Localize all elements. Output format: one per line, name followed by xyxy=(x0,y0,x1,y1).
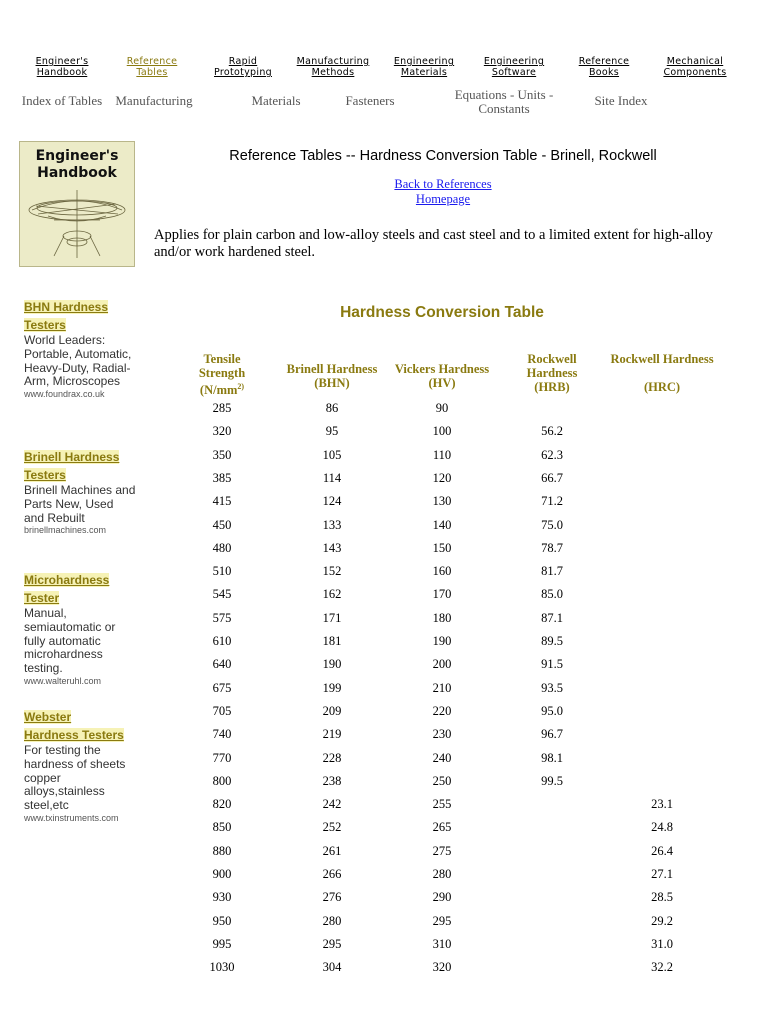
cell-vickers: 310 xyxy=(432,936,452,951)
cell-brinell: 181 xyxy=(322,634,342,648)
cell-brinell: 171 xyxy=(322,610,342,625)
subnav-fasteners[interactable]: Fasteners xyxy=(345,93,395,108)
header-rockwell-hrc: Rockwell Hardness (HRC) xyxy=(610,352,714,394)
nav-manufacturing-methods[interactable]: Manufacturing Methods xyxy=(296,56,370,78)
table-row xyxy=(0,424,768,447)
table-row xyxy=(0,611,768,634)
cell-tensile-strength: 880 xyxy=(212,843,232,858)
cell-rockwell-hrb: 66.7 xyxy=(541,470,563,485)
cell-tensile-strength: 545 xyxy=(212,587,232,602)
table-row xyxy=(0,494,768,517)
cell-tensile-strength: 350 xyxy=(212,447,232,462)
header-vickers-hardness: Vickers Hardness (HV) xyxy=(394,362,490,390)
cell-brinell: 95 xyxy=(325,424,339,439)
cell-tensile-strength: 640 xyxy=(212,657,232,672)
cell-rockwell-hrb: 75.0 xyxy=(541,517,563,532)
back-to-references-link[interactable]: Back to References xyxy=(394,177,492,191)
cell-vickers: 200 xyxy=(432,657,452,672)
nav-engineering-software[interactable]: Engineering Software xyxy=(483,56,545,78)
ad-description: For testing the hardness of sheets copper alloys,stainless steel,etc xyxy=(24,743,126,813)
ad-title[interactable]: Webster Hardness Testers xyxy=(24,710,124,742)
cell-brinell: 114 xyxy=(322,470,342,485)
table-row xyxy=(0,797,768,820)
intro-paragraph: Applies for plain carbon and low-alloy steels and cast steel and to a limited extent for high-alloy and/or work hardened steel. xyxy=(154,227,713,260)
cell-brinell: 105 xyxy=(322,447,342,462)
cell-vickers: 140 xyxy=(432,517,452,532)
cell-tensile-strength: 950 xyxy=(212,913,232,928)
table-row xyxy=(0,448,768,471)
table-row xyxy=(0,914,768,937)
cell-brinell: 143 xyxy=(322,540,342,555)
helicopter-sketch-icon xyxy=(24,186,130,262)
cell-tensile-strength: 385 xyxy=(212,470,232,485)
cell-brinell: 152 xyxy=(322,564,342,579)
table-row xyxy=(0,844,768,867)
header-rockwell-hrb: Rockwell Hardness (HRB) xyxy=(526,352,578,394)
cell-vickers: 110 xyxy=(432,447,452,462)
table-row xyxy=(0,401,768,424)
table-row xyxy=(0,890,768,913)
cell-brinell: 209 xyxy=(322,703,342,718)
subnav-equations-units-constants[interactable]: Equations - Units - Constants xyxy=(454,87,554,116)
cell-rockwell-hrb: 95.0 xyxy=(541,703,563,718)
cell-tensile-strength: 415 xyxy=(212,494,232,509)
table-title: Hardness Conversion Table xyxy=(340,304,544,321)
table-row xyxy=(0,867,768,890)
cell-tensile-strength: 800 xyxy=(212,773,232,788)
ad-url[interactable]: www.txinstruments.com xyxy=(24,812,119,823)
cell-rockwell-hrb: 99.5 xyxy=(541,773,563,788)
cell-rockwell-hrc: 29.2 xyxy=(651,913,673,928)
table-row xyxy=(0,937,768,960)
cell-tensile-strength: 930 xyxy=(212,890,232,905)
cell-brinell: 133 xyxy=(322,517,342,532)
cell-brinell: 190 xyxy=(322,657,342,672)
cell-tensile-strength: 1030 xyxy=(209,960,235,975)
cell-rockwell-hrb: 96.7 xyxy=(541,727,563,742)
table-row xyxy=(0,751,768,774)
cell-rockwell-hrb: 89.5 xyxy=(541,634,563,648)
table-row xyxy=(0,774,768,797)
cell-rockwell-hrb: 85.0 xyxy=(541,587,563,602)
subnav-index-of-tables[interactable]: Index of Tables xyxy=(21,93,103,108)
ad-bhn-hardness-testers[interactable] xyxy=(24,298,136,400)
cell-vickers: 320 xyxy=(432,960,452,975)
table-row xyxy=(0,471,768,494)
table-row xyxy=(0,681,768,704)
cell-brinell: 261 xyxy=(322,843,342,858)
cell-rockwell-hrb: 81.7 xyxy=(541,564,563,579)
cell-vickers: 290 xyxy=(432,890,452,905)
cell-tensile-strength: 450 xyxy=(212,517,232,532)
header-tensile-strength: Tensile Strength ($N/mm^{2)}$ xyxy=(198,352,246,398)
cell-tensile-strength: 820 xyxy=(212,797,232,812)
logo-text: Engineer's Handbook xyxy=(35,148,119,181)
cell-vickers: 160 xyxy=(432,564,452,579)
table-row xyxy=(0,727,768,750)
cell-vickers: 130 xyxy=(432,494,452,509)
nav-engineers-handbook[interactable]: Engineer's Handbook xyxy=(35,56,89,78)
ad-title[interactable]: BHN Hardness Testers xyxy=(24,300,109,332)
cell-brinell: 280 xyxy=(322,913,342,928)
header-brinell-hardness: Brinell Hardness (BHN) xyxy=(286,362,378,390)
cell-rockwell-hrc: 26.4 xyxy=(651,843,673,858)
cell-vickers: 255 xyxy=(432,797,452,812)
cell-rockwell-hrb: 78.7 xyxy=(541,540,563,555)
cell-rockwell-hrb: 71.2 xyxy=(541,494,563,509)
cell-tensile-strength: 575 xyxy=(212,610,232,625)
cell-tensile-strength: 740 xyxy=(212,727,232,742)
cell-brinell: 162 xyxy=(322,587,342,602)
ad-description: Brinell Machines and Parts New, Used and Rebuilt xyxy=(24,483,136,525)
cell-tensile-strength: 510 xyxy=(212,564,232,579)
subnav-site-index[interactable]: Site Index xyxy=(594,93,648,108)
cell-vickers: 295 xyxy=(432,913,452,928)
cell-vickers: 100 xyxy=(432,424,452,439)
ad-url[interactable]: brinellmachines.com xyxy=(24,525,107,536)
cell-rockwell-hrc: 24.8 xyxy=(651,820,673,835)
subnav-manufacturing[interactable]: Manufacturing xyxy=(115,93,193,108)
page-title: Reference Tables -- Hardness Conversion Table - Brinell, Rockwell xyxy=(229,148,657,164)
cell-rockwell-hrb: 87.1 xyxy=(541,610,563,625)
nav-reference-books[interactable]: Reference Books xyxy=(578,56,630,78)
nav-reference-tables[interactable]: Reference Tables xyxy=(126,56,178,78)
ad-description: Manual, semiautomatic or fully automatic microhardness testing. xyxy=(24,606,116,676)
ad-title[interactable]: Brinell Hardness Testers xyxy=(24,450,120,482)
nav-engineering-materials[interactable]: Engineering Materials xyxy=(393,56,455,78)
table-row xyxy=(0,820,768,843)
cell-vickers: 120 xyxy=(432,470,452,485)
page-links xyxy=(150,177,736,206)
cell-tensile-strength: 705 xyxy=(212,703,232,718)
cell-vickers: 280 xyxy=(432,867,452,881)
homepage-link[interactable]: Homepage xyxy=(415,191,471,206)
cell-vickers: 170 xyxy=(432,587,452,602)
cell-brinell: 238 xyxy=(322,773,342,788)
cell-vickers: 220 xyxy=(432,703,452,718)
ad-url[interactable]: www.walteruhl.com xyxy=(24,675,102,686)
engineers-handbook-logo[interactable] xyxy=(19,141,135,267)
nav-rapid-prototyping[interactable]: Rapid Prototyping xyxy=(214,56,272,78)
cell-rockwell-hrc: 32.2 xyxy=(651,960,673,975)
cell-brinell: 295 xyxy=(322,936,342,951)
cell-brinell: 266 xyxy=(322,867,342,881)
cell-brinell: 242 xyxy=(322,797,342,812)
cell-brinell: 304 xyxy=(322,960,342,975)
cell-vickers: 240 xyxy=(432,750,452,765)
table-row xyxy=(0,587,768,610)
cell-vickers: 275 xyxy=(432,843,452,858)
cell-brinell: 252 xyxy=(322,820,342,835)
cell-brinell: 124 xyxy=(322,494,342,509)
cell-brinell: 228 xyxy=(322,750,342,765)
cell-vickers: 210 xyxy=(432,680,452,695)
cell-brinell: 86 xyxy=(325,401,339,415)
cell-tensile-strength: 610 xyxy=(212,634,232,648)
cell-vickers: 250 xyxy=(432,773,452,788)
ad-url[interactable]: www.foundrax.co.uk xyxy=(24,389,105,400)
nav-mechanical-components[interactable]: Mechanical Components xyxy=(663,56,727,78)
cell-rockwell-hrb: 56.2 xyxy=(541,424,563,439)
table-row xyxy=(0,518,768,541)
cell-tensile-strength: 770 xyxy=(212,750,232,765)
table-row xyxy=(0,960,768,983)
cell-vickers: 90 xyxy=(435,401,449,415)
cell-tensile-strength: 850 xyxy=(212,820,232,835)
cell-rockwell-hrb: 93.5 xyxy=(541,680,563,695)
cell-rockwell-hrc: 28.5 xyxy=(651,890,673,905)
table-row xyxy=(0,564,768,587)
cell-rockwell-hrc: 31.0 xyxy=(651,936,673,951)
table-row xyxy=(0,657,768,680)
cell-rockwell-hrb: 91.5 xyxy=(541,657,563,672)
cell-vickers: 265 xyxy=(432,820,452,835)
cell-tensile-strength: 675 xyxy=(212,680,232,695)
table-row xyxy=(0,634,768,657)
cell-tensile-strength: 320 xyxy=(212,424,232,439)
cell-rockwell-hrc: 27.1 xyxy=(651,867,673,881)
cell-vickers: 190 xyxy=(432,634,452,648)
cell-brinell: 276 xyxy=(322,890,342,905)
cell-tensile-strength: 285 xyxy=(212,401,232,415)
cell-rockwell-hrc: 23.1 xyxy=(651,797,673,812)
cell-brinell: 199 xyxy=(322,680,342,695)
cell-rockwell-hrb: 98.1 xyxy=(541,750,563,765)
cell-vickers: 230 xyxy=(432,727,452,742)
ad-title[interactable]: Microhardness Tester xyxy=(24,573,110,605)
cell-vickers: 180 xyxy=(432,610,452,625)
cell-tensile-strength: 995 xyxy=(212,936,232,951)
table-row xyxy=(0,704,768,727)
cell-tensile-strength: 480 xyxy=(212,540,232,555)
cell-rockwell-hrb: 62.3 xyxy=(541,447,563,462)
table-row xyxy=(0,541,768,564)
cell-brinell: 219 xyxy=(322,727,342,742)
cell-tensile-strength: 900 xyxy=(212,867,232,881)
subnav-materials[interactable]: Materials xyxy=(251,93,301,108)
ad-description: World Leaders: Portable, Automatic, Heavy-Duty, Radial-Arm, Microscopes xyxy=(24,333,132,389)
cell-vickers: 150 xyxy=(432,540,452,555)
